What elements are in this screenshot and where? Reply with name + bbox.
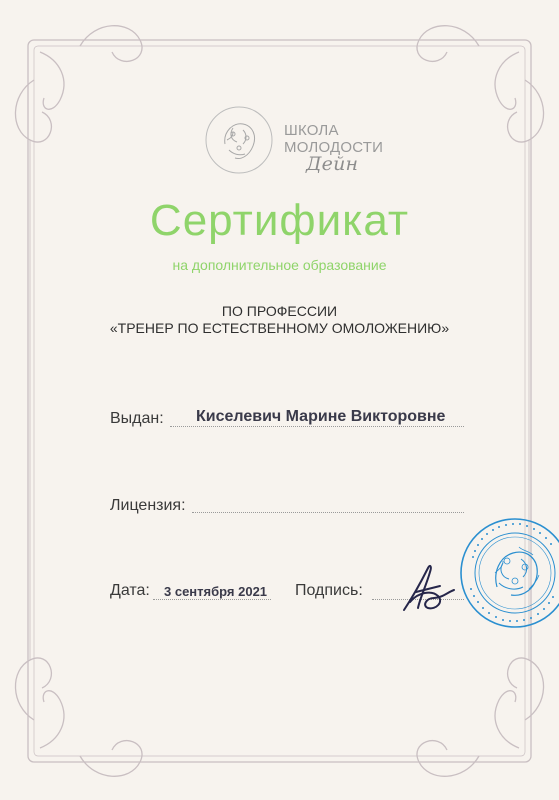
logo-line-3: Дейн [306,153,359,175]
school-logo-text [284,122,383,173]
issued-label: Выдан: [110,410,164,427]
date-value: 3 сентября 2021 [164,584,268,599]
date-label: Дата: [110,582,150,599]
license-line [192,512,464,513]
profession-name: «ТРЕНЕР ПО ЕСТЕСТВЕННОМУ ОМОЛОЖЕНИЮ» [109,320,450,336]
profession-heading: ПО ПРОФЕССИИ [221,303,338,319]
certificate-title: Сертификат [149,196,410,245]
logo-line-1: ШКОЛА [284,122,339,139]
date-line [153,599,271,600]
school-logo-emblem [203,104,275,176]
official-stamp [459,517,559,629]
handwritten-signature [398,562,458,617]
license-label: Лицензия: [110,497,186,514]
certificate-subtitle: на дополнительное образование [172,257,387,273]
issued-value: Киселевич Марине Викторовне [196,408,446,425]
signature-label: Подпись: [295,582,363,599]
issued-line [170,426,464,427]
logo-line-2: МОЛОДОСТИ [284,139,384,156]
